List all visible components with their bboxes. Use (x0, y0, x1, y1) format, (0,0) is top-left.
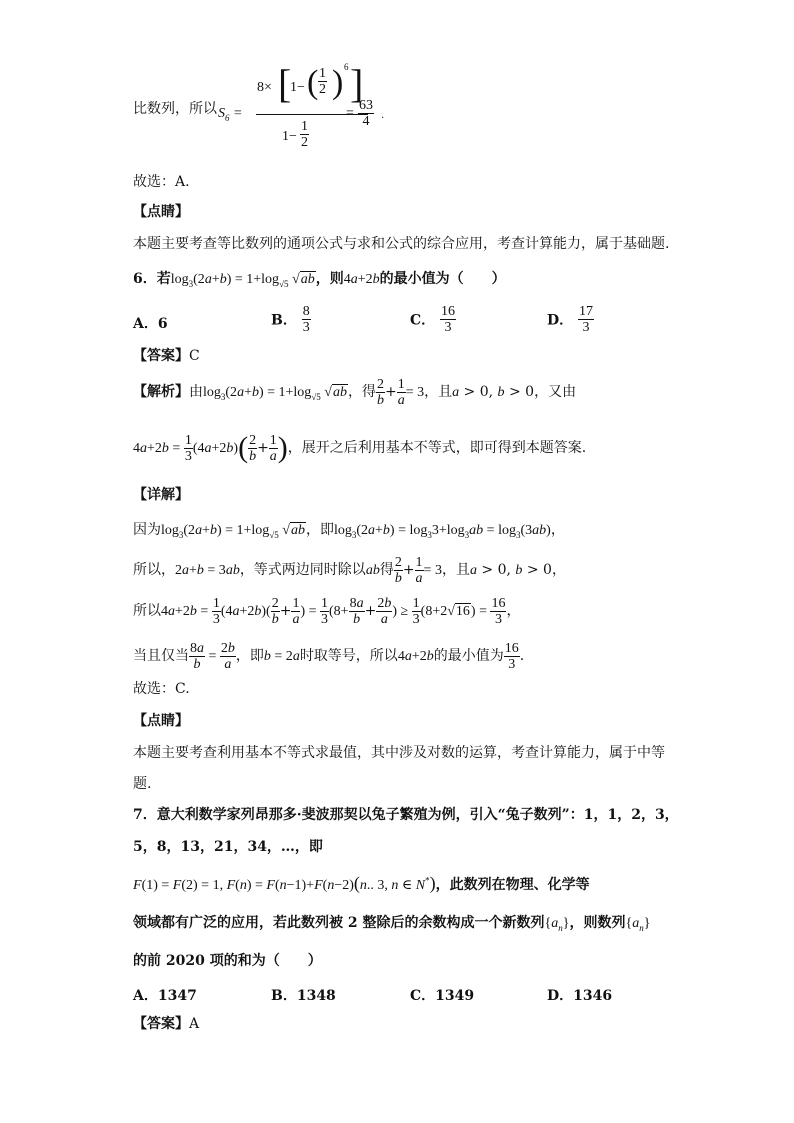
q6-analysis-line1: 【解析】由$\log_3(2a+b) = 1+\log_{√5}$ √ab，得 $\frac{2}{b}$ + $\frac{1}{a}$ = 3，且a > 0, b > 0，又由 (133, 376, 577, 408)
s6-intro: 比数列，所以 (133, 101, 217, 117)
q7-option-a[interactable]: A．1347 (133, 988, 197, 1004)
q6-detail-line2: 所以，2a+b = 3ab，等式两边同时除以ab得 $\frac{2}{b}$ + $\frac{1}{a}$ = 3，且a > 0, b > 0， (133, 554, 566, 586)
q7-answer: 【答案】A (133, 1016, 200, 1032)
choose-a: 故选：A. (133, 174, 190, 190)
summary-2-line2: 题. (133, 776, 152, 792)
q6-analysis-line2: 4a+2b = $\frac{1}{3}$ (4a+2b)( $\frac{2}{b}$ + $\frac{1}{a}$ )，展开之后利用基本不等式，即可得到本题答案. (133, 431, 587, 464)
q7-option-c[interactable]: C．1349 (410, 988, 475, 1004)
q6-option-b[interactable]: B． $\frac{8}{3}$ (271, 304, 310, 335)
q6-detail-line3: 所以4a+2b = $\frac{1}{3}$ (4a+2b)( $\frac{2}{b}$ + $\frac{1}{a}$ ) = $\frac{1}{3}$ (8+ $\frac{8a}{b}$ + $\frac{2b}{a}$ ) ≥ $\frac{1}{3}$ (8+2√16) = $\frac{16}{3}$ ， (133, 595, 521, 627)
q7-option-d[interactable]: D．1346 (547, 988, 613, 1004)
choose-c: 故选：C. (133, 681, 190, 697)
q7-option-b[interactable]: B．1348 (271, 988, 336, 1004)
dianjing-label-2: 【点睛】 (133, 713, 189, 729)
q7-line5: 的前 2020 项的和为（ ） (133, 953, 322, 969)
q6-detail-line1: 因为$\log_3(2a+b) = 1+\log_{√5}$ √ab，即$\log_3(2a+b) = \log_33+\log_3ab = \log_3(3ab)$， (133, 522, 565, 540)
q6-detail-line4: 当且仅当 $\frac{8a}{b}$ = $\frac{2b}{a}$ ，即b = 2a时取等号，所以4a+2b的最小值为 $\frac{16}{3}$ . (133, 640, 525, 672)
q6-option-c[interactable]: C． $\frac{16}{3}$ (410, 304, 456, 335)
s6-formula: $S_6$ = 8× [ 1− ( $\frac{1}{2}$ ) 6 ] 1− $\frac{1}{2}$ = $\frac{63}{4}$ . (218, 61, 385, 150)
q6-option-d[interactable]: D． $\frac{17}{3}$ (547, 304, 594, 335)
q7-line2: 5，8，13，21，34，…，即 (133, 839, 323, 855)
detail-label: 【详解】 (133, 487, 189, 503)
summary-1: 本题主要考查等比数列的通项公式与求和公式的综合应用，考查计算能力，属于基础题. (133, 236, 670, 252)
q6-option-a[interactable]: A．6 (133, 316, 168, 332)
q6-answer: 【答案】C (133, 348, 200, 364)
dianjing-label-1: 【点睛】 (133, 204, 189, 220)
q6-stem: 6．若$\log_3(2a+b) = 1+\log_{√5}$ √ab，则4a+2b的最小值为（ ） (133, 271, 506, 289)
q7-line4: 领域都有广泛的应用，若此数列被 2 整除后的余数构成一个新数列$\{a_n\}$，则数列$\{a_n\}$ (133, 915, 651, 933)
s6-line (133, 101, 217, 117)
q7-line1: 7．意大利数学家列昂那多·斐波那契以兔子繁殖为例，引入“兔子数列”：1，1，2，3， (133, 807, 679, 823)
summary-2-line1: 本题主要考查利用基本不等式求最值，其中涉及对数的运算，考查计算能力，属于中等 (133, 745, 665, 761)
q7-line3: F(1) = F(2) = 1, F(n) = F(n−1)+F(n−2)(n.. 3, n ∈ N*)，此数列在物理、化学等 (133, 873, 590, 893)
